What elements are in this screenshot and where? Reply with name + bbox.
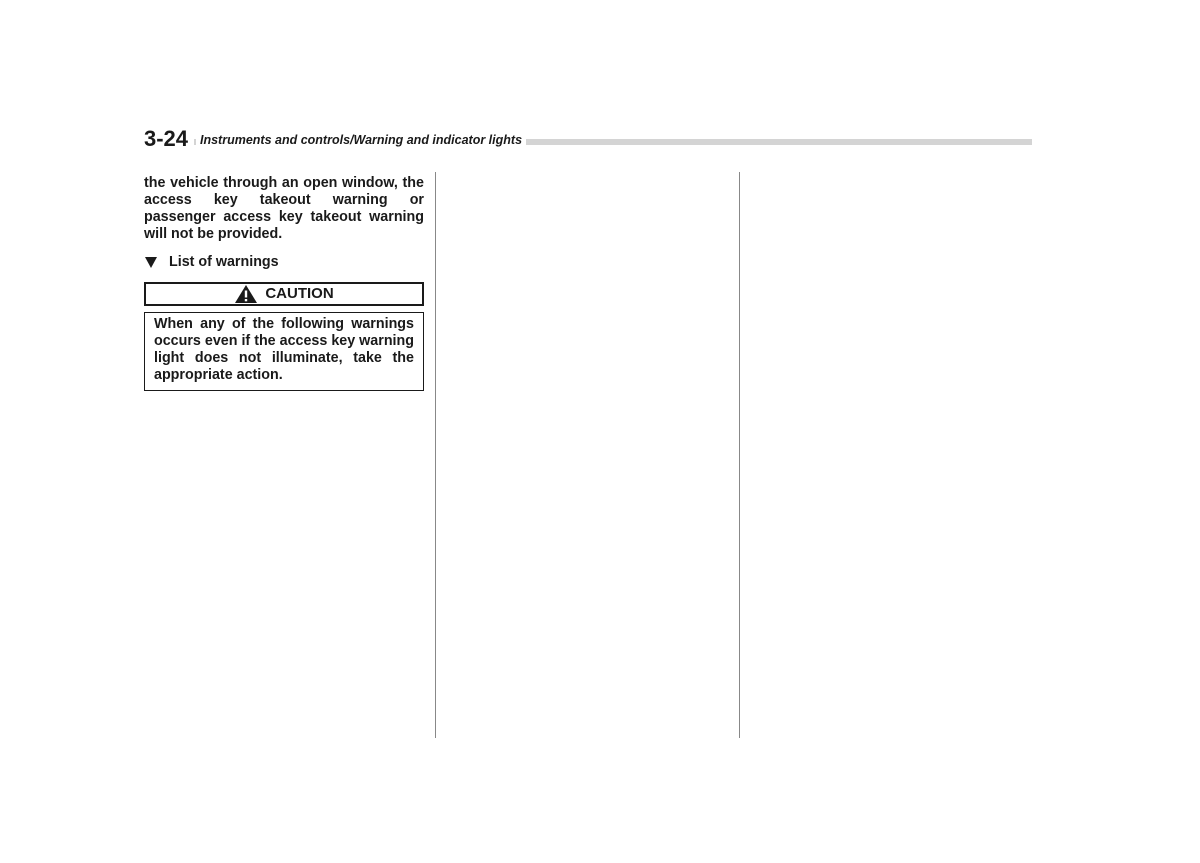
caution-text: When any of the following warnings occurs even if the access key warning light does not illuminate, take the appropriate action. [154,316,414,383]
text-column-1 [144,175,424,391]
caution-box [144,312,424,391]
page-number: 3-24 [144,124,194,154]
triangle-down-icon [145,257,157,268]
caution-header [144,282,424,306]
subheading-list-of-warnings [144,254,424,271]
column-divider-right [739,172,740,738]
page-header [144,124,1032,154]
column-divider-left [435,172,436,738]
section-title: Instruments and controls/Warning and indicator lights [196,132,526,148]
caution-label: CAUTION [265,285,334,302]
body-paragraph: the vehicle through an open window, the access key takeout warning or passenger access key takeout warning will not be provided. [144,175,424,242]
warning-icon [234,284,258,304]
subheading-label: List of warnings [169,254,279,270]
